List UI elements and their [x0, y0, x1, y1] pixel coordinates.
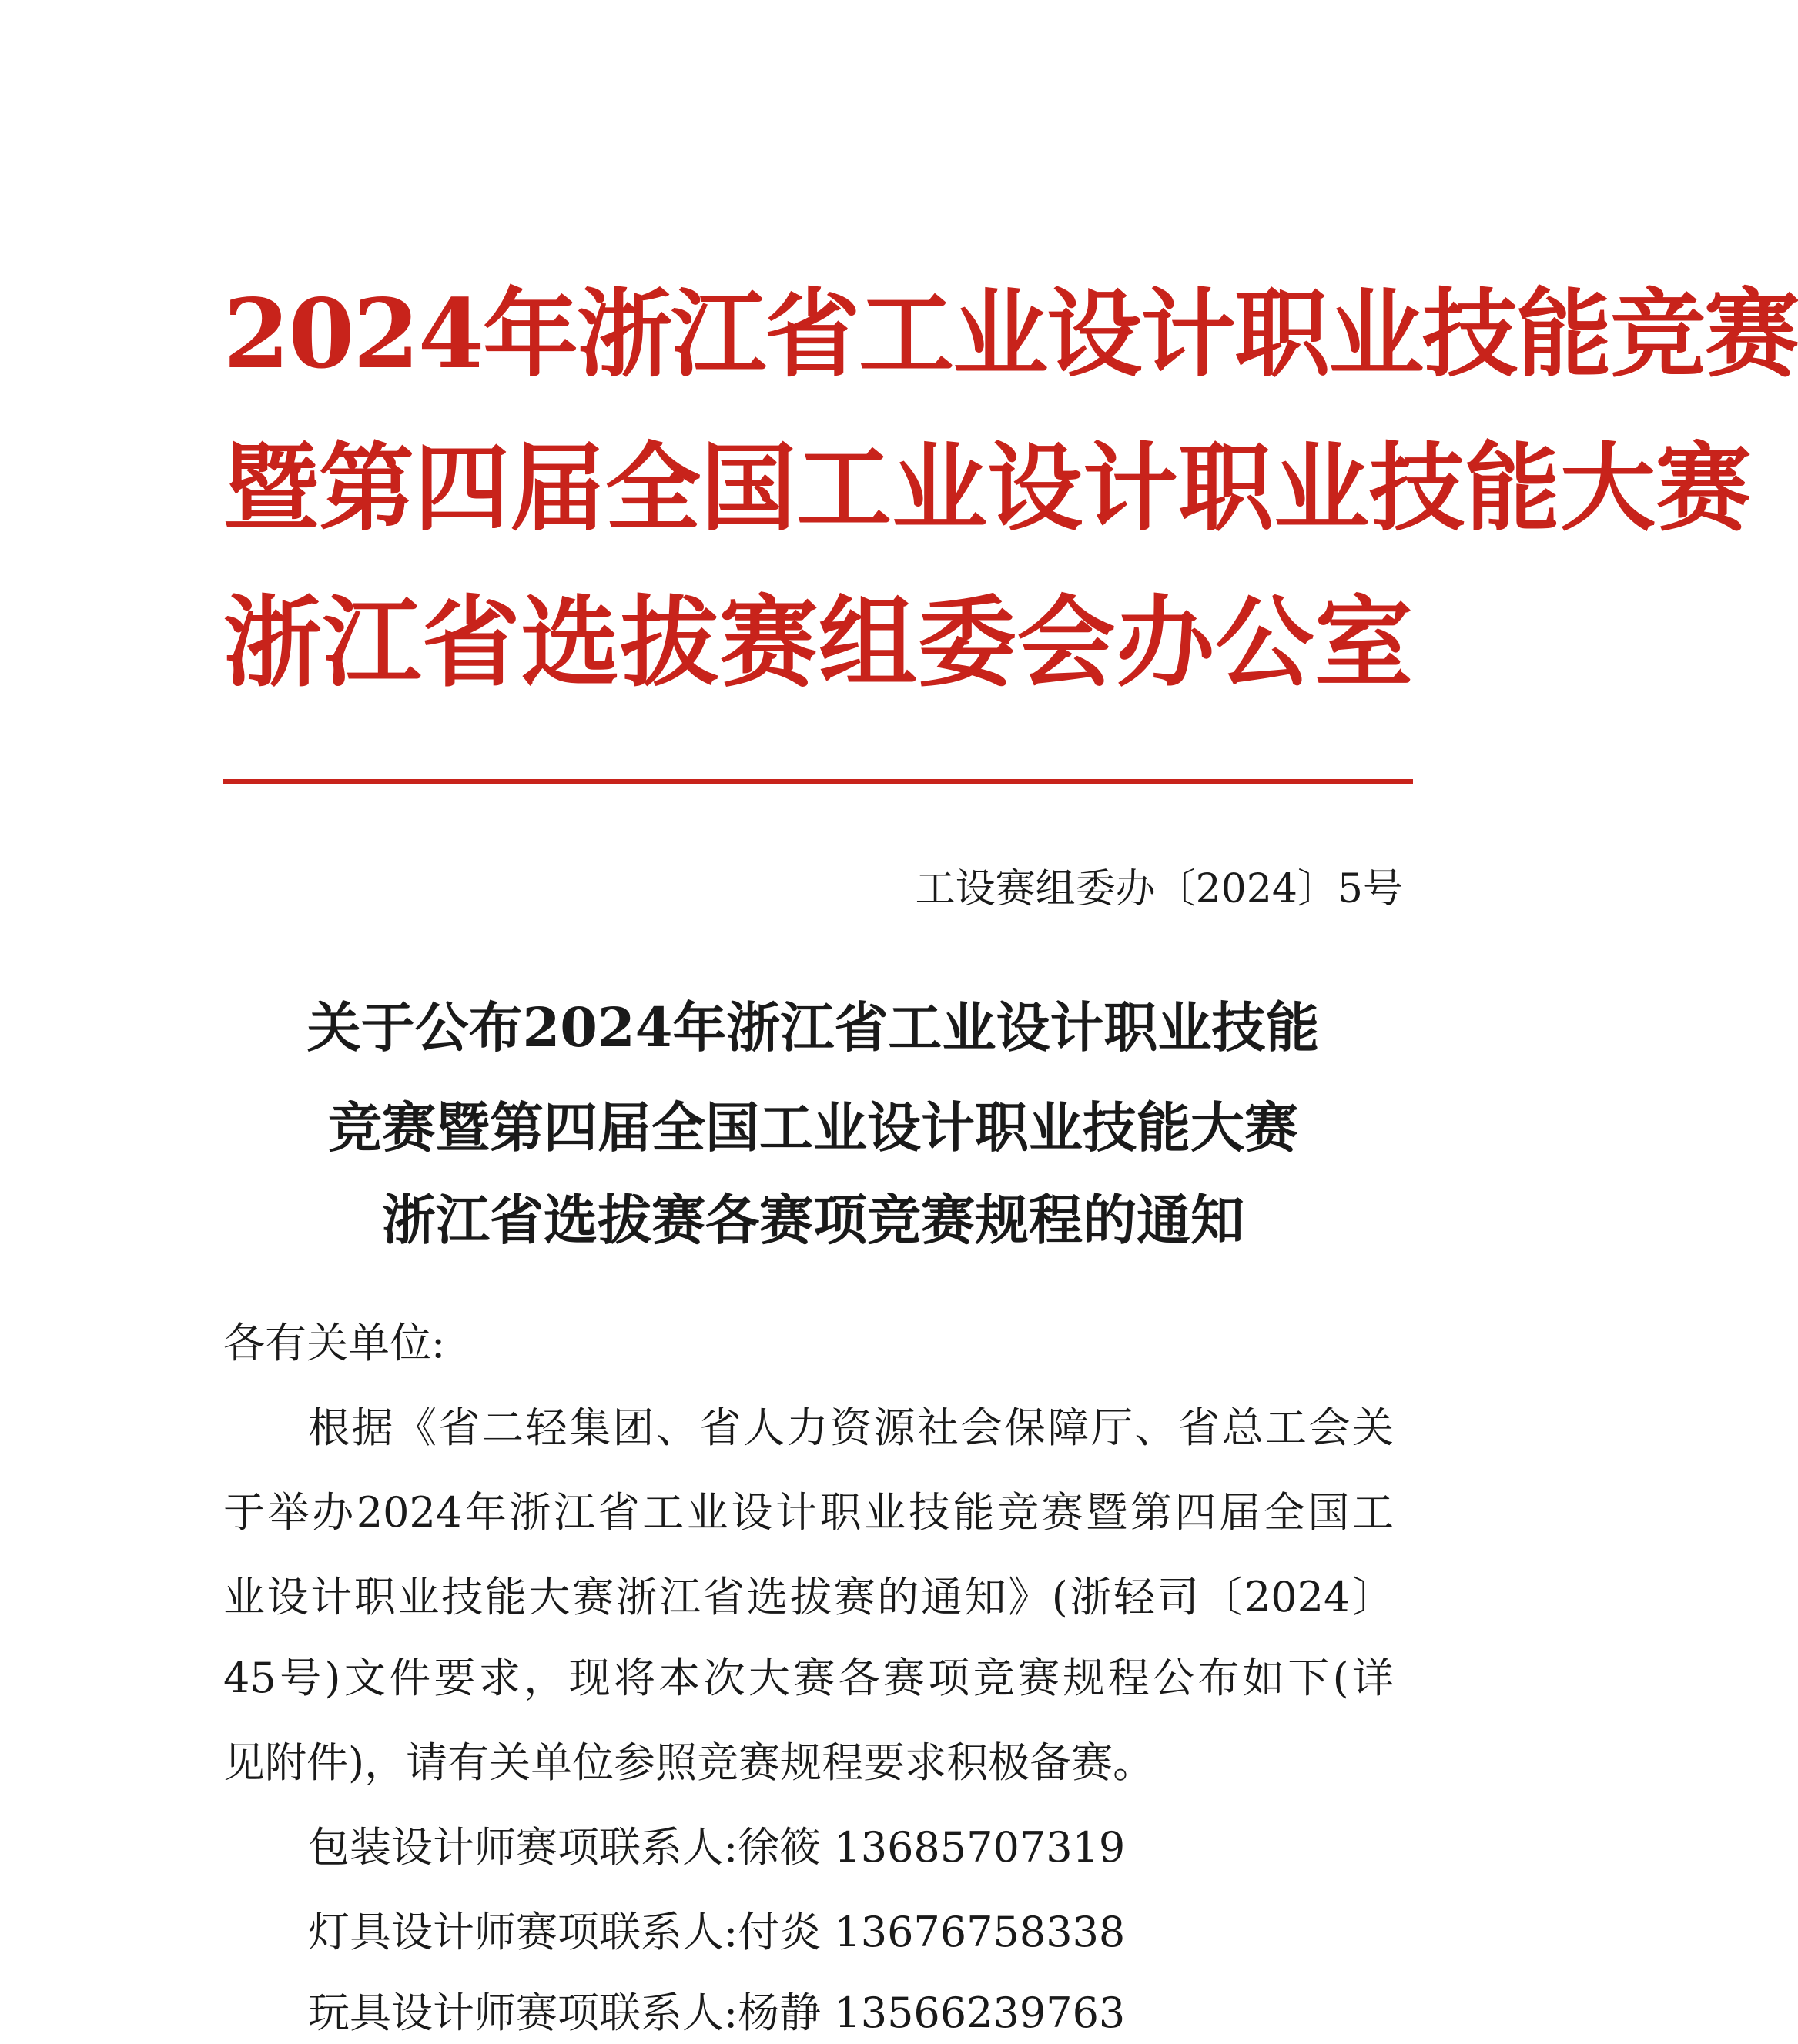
body-paragraph-line: 根据《省二轻集团、省人力资源社会保障厅、省总工会关: [308, 1403, 1394, 1452]
masthead-line-1: 2024年浙江省工业设计职业技能竞赛: [223, 279, 1798, 390]
red-divider-rule: [223, 779, 1413, 784]
body-paragraph-line: 业设计职业技能大赛浙江省选拔赛的通知》(浙轻司〔2024〕: [223, 1573, 1394, 1621]
notice-title-line-1: 关于公布2024年浙江省工业设计职业技能: [306, 995, 1320, 1059]
masthead-line-3: 浙江省选拔赛组委会办公室: [223, 585, 1413, 701]
notice-title-line-2: 竞赛暨第四届全国工业设计职业技能大赛: [328, 1096, 1298, 1159]
contact-toy-designer: 玩具设计师赛项联系人:杨静 13566239763: [308, 1989, 1126, 2037]
document-number: 工设赛组委办〔2024〕5号: [915, 866, 1403, 912]
body-paragraph-line: 见附件)，请有关单位参照竞赛规程要求积极备赛。: [223, 1738, 1155, 1787]
salutation: 各有关单位:: [223, 1319, 446, 1367]
contact-lighting-designer: 灯具设计师赛项联系人:付炎 13676758338: [308, 1908, 1126, 1956]
contact-packaging-designer: 包装设计师赛项联系人:徐筱 13685707319: [308, 1823, 1126, 1872]
notice-title-line-3: 浙江省选拔赛各赛项竞赛规程的通知: [382, 1188, 1244, 1252]
body-paragraph-line: 于举办2024年浙江省工业设计职业技能竞赛暨第四届全国工: [223, 1488, 1394, 1537]
masthead-line-2: 暨第四届全国工业设计职业技能大赛: [223, 433, 1752, 544]
body-paragraph-line: 45号)文件要求，现将本次大赛各赛项竞赛规程公布如下(详: [223, 1654, 1394, 1702]
